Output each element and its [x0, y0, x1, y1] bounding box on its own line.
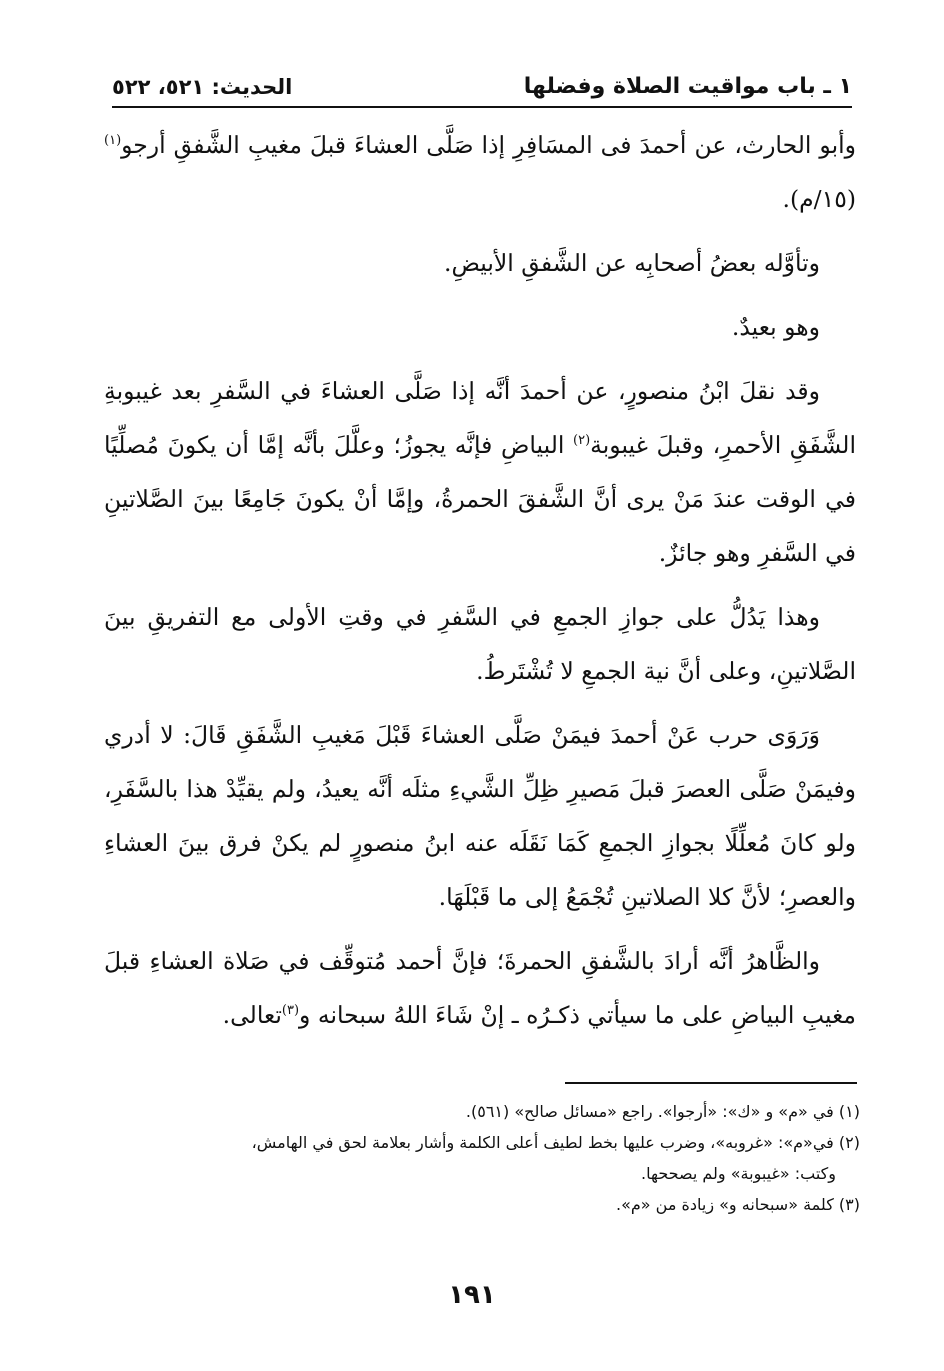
footnote-ref-3: (٣) [281, 1003, 300, 1019]
hadith-numbers: الحديث: ٥٢١، ٥٢٢ [112, 75, 293, 99]
header-divider [112, 106, 852, 108]
footnote-ref-1: (١) [104, 133, 122, 149]
paragraph-7-text: والظَّاهرُ أنَّه أرادَ بالشَّفقِ الحمرةَ؛ فإنَّ أحمد مُتوقِّف في صَلاة العشاءِ قبلَ مغيبِ البياضِ على ما سيأتي ذكـرُه ـ إنْ شَاءَ اللهُ سبحانه و [104, 947, 856, 1029]
paragraph-4-text: وقد نقلَ ابْنُ منصورٍ، عن أحمدَ أنَّه إذا صَلَّى العشاءَ في السَّفرِ بعد غيبوبةِ الشَّفَقِ الأحمرِ، وقبلَ غيبوبة [104, 377, 856, 459]
paragraph-4-tail: البياضِ فإنَّه يجوزُ؛ وعلَّلَ بأنَّه إمَّا أن يكونَ مُصلِّيًا في الوقت عندَ مَنْ يرى أنَّ الشَّفقَ الحمرةُ، وإمَّا أنْ يكونَ جَامِعًا بينَ الصَّلاتينِ في السَّفرِ وهو جائزٌ. [104, 431, 856, 567]
paragraph-1 [104, 118, 856, 226]
running-header [112, 72, 852, 106]
paragraph-7 [104, 934, 856, 1042]
footnote-2: (٢) في«م»: «غروبه»، وضرب عليها بخط لطيف أعلى الكلمة وأشار بعلامة لحق في الهامش، [251, 1133, 860, 1152]
chapter-title: ١ ـ باب مواقيت الصلاة وفضلها [523, 74, 852, 99]
page-number: ١٩١ [448, 1280, 496, 1310]
paragraph-3: وهو بعيدٌ. [731, 313, 820, 341]
paragraph-1-tail: (١٥/م). [782, 185, 856, 213]
paragraph-4 [104, 364, 856, 580]
paragraph-7-tail: تعالى. [222, 1001, 282, 1029]
paragraph-5: وهذا يَدُلُّ على جوازِ الجمعِ في السَّفرِ في وقتِ الأولى مع التفريقِ بينَ الصَّلاتينِ، وعلى أنَّ نية الجمعِ لا تُشْتَرطُ. [104, 603, 856, 685]
footnote-2-continued: وكتب: «غيبوبة» ولم يصححها. [641, 1164, 836, 1183]
footnote-divider [565, 1082, 857, 1084]
footnote-ref-2: (٢) [573, 433, 591, 449]
paragraph-6: وَرَوَى حرب عَنْ أحمدَ فيمَنْ صَلَّى العشاءَ قَبْلَ مَغيبِ الشَّفَقِ قَالَ: لا أدري وفيمَنْ صَلَّى العصرَ قبلَ مَصيرِ ظِلِّ الشَّيءِ مثلَه أنَّه يعيدُ، ولم يقيِّدْ هذا بالسَّفَرِ، ولو كانَ مُعلِّلًا بجوازِ الجمعِ كَمَا نَقَلَه عنه ابنُ منصورٍ لم يكنْ فرق بينَ العشاءِ والعصرِ؛ لأنَّ كلا الصلاتينِ تُجْمَعُ إلى ما قَبْلَهَا. [104, 721, 856, 911]
paragraph-2: وتأوَّله بعضُ أصحابِه عن الشَّفقِ الأبيضِ. [444, 249, 820, 277]
footnote-3: (٣) كلمة «سبحانه و» زيادة من «م». [616, 1195, 860, 1214]
footnote-1: (١) في «م» و «ك»: «أرجوا». راجع «مسائل صالح» (٥٦١). [465, 1102, 860, 1121]
paragraph-1-text: وأبو الحارث، عن أحمدَ فى المسَافِرِ إذا صَلَّى العشاءَ قبلَ مغيبِ الشَّفقِ أرجو [121, 131, 856, 159]
footnotes [112, 1096, 860, 1220]
main-text [104, 118, 856, 1052]
